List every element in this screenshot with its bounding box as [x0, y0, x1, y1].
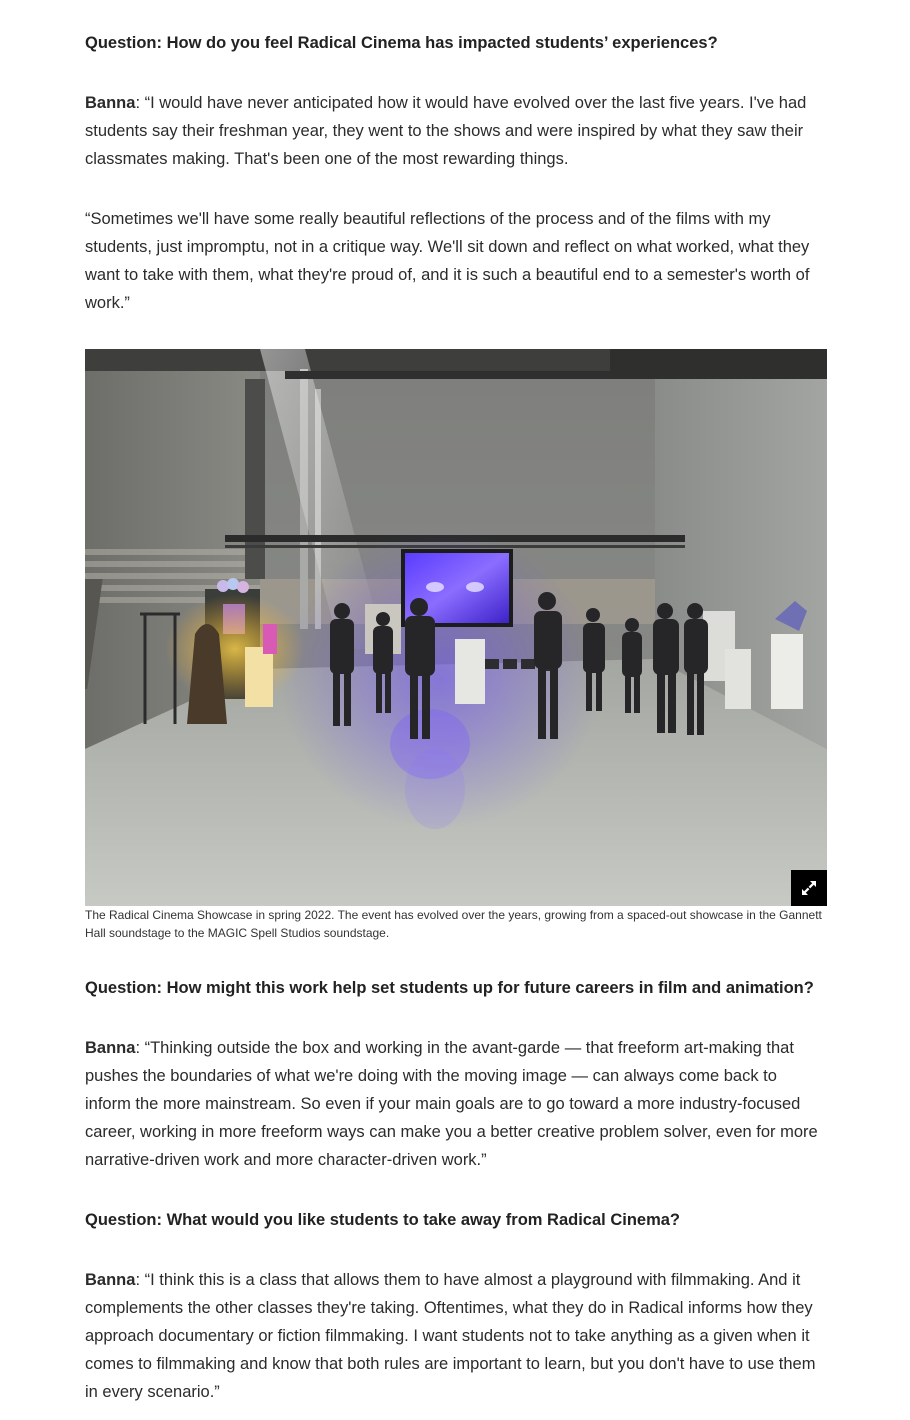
answer-paragraph-2: “Sometimes we'll have some really beautiful reflections of the process and of the films with my students, just impromptu, not in a critique way. We'll sit down and reflect on what worked, what they want to take with them, what they're proud of, and it is such a beautiful end to a semester's worth of work.”: [85, 210, 810, 312]
speaker-name: Banna: [85, 94, 136, 112]
answer-paragraph-1: [85, 89, 827, 173]
answer-text: : “Thinking outside the box and working in the avant-garde — that freeform art-making that pushes the boundaries of what we're doing with the moving image — can always come back to inform the more mainstream. So even if your main goals are to go toward a more industry-focused career, working in more freeform ways can make you a better creative problem solver, even for more narrative-driven work and more character-driven work.”: [85, 1039, 818, 1169]
speaker-name: Banna: [85, 1271, 136, 1289]
photo-caption: The Radical Cinema Showcase in spring 2022. The event has evolved over the years, growing from a spaced-out showcase in the Gannett Hall soundstage to the MAGIC Spell Studios soundstage.: [85, 908, 822, 940]
answer-paragraph-4: [85, 1266, 827, 1406]
answer-paragraph-3: [85, 1034, 827, 1174]
answer-text: : “I think this is a class that allows them to have almost a playground with filmmaking. And it complements the other classes they're taking. Oftentimes, what they do in Radical informs how they approach documentary or fiction filmmaking. I want students not to take anything as a given when it comes to filmmaking and know that both rules are important to learn, but you don't have to use them in every scenario.”: [85, 1271, 816, 1401]
question-heading-1: Question: How do you feel Radical Cinema has impacted students’ experiences?: [85, 34, 718, 52]
answer-text: : “I would have never anticipated how it would have evolved over the last five years. I've had students say their freshman year, they went to the shows and were inspired by what they saw their classmates making. That's been one of the most rewarding things.: [85, 94, 807, 168]
showcase-photo: [85, 349, 827, 906]
expand-arrows-icon: [799, 878, 819, 898]
question-heading-2: Question: How might this work help set students up for future careers in film and animation?: [85, 979, 814, 997]
showcase-photo-illustration: [85, 349, 827, 906]
speaker-name: Banna: [85, 1039, 136, 1057]
question-heading-3: Question: What would you like students to take away from Radical Cinema?: [85, 1211, 681, 1229]
expand-image-button[interactable]: [791, 870, 827, 906]
